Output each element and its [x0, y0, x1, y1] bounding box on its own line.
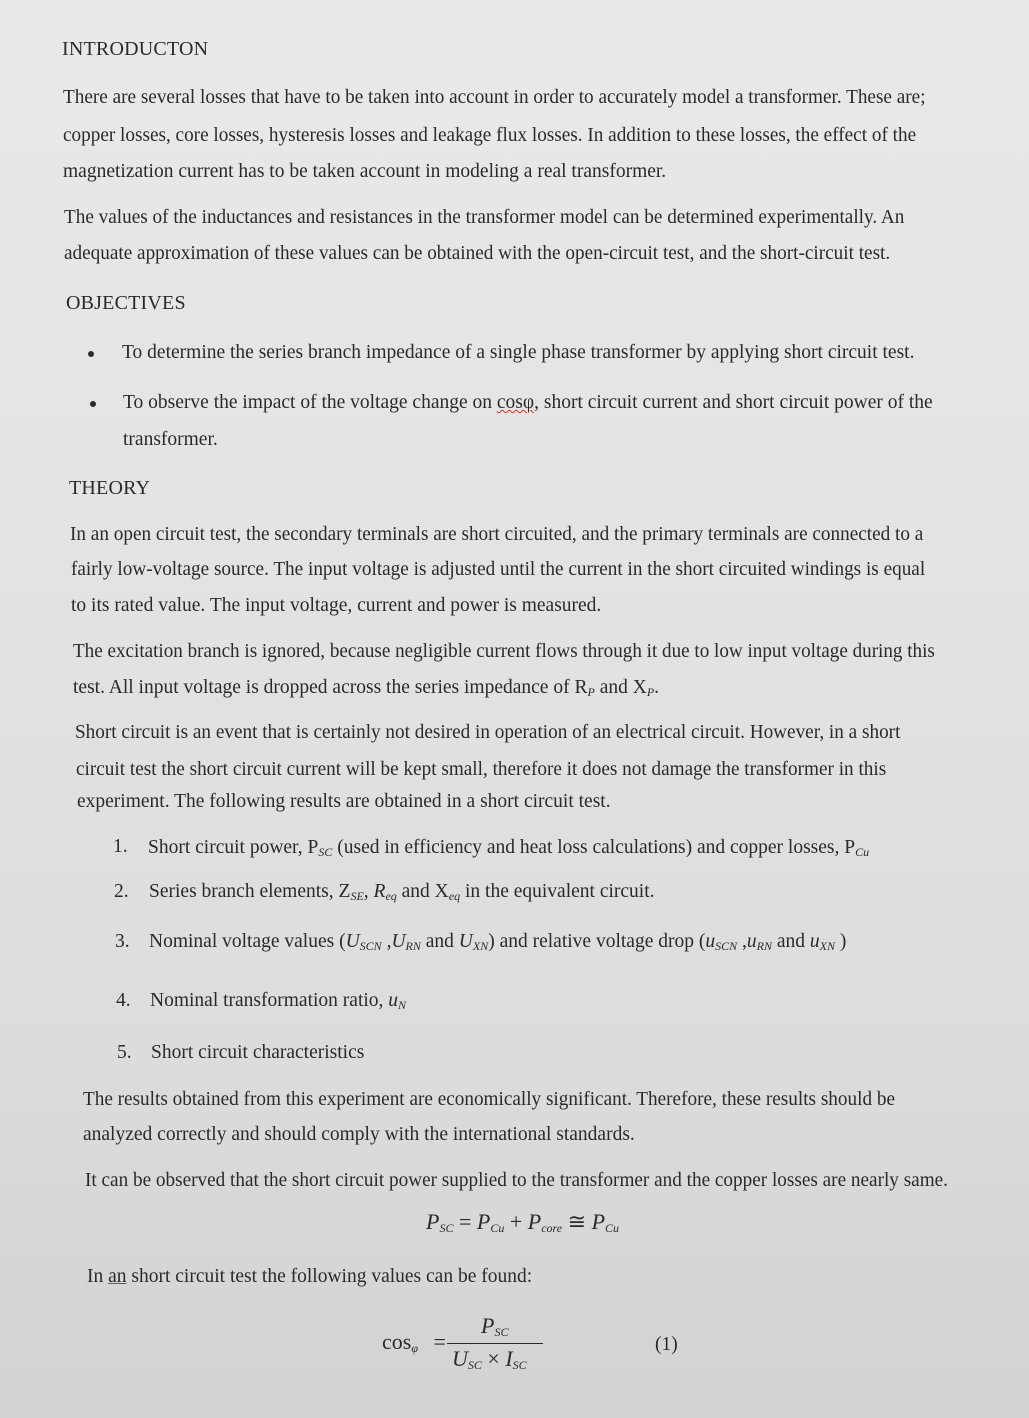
objective-2 — [123, 391, 933, 415]
heading-objectives: OBJECTIVES — [66, 292, 186, 314]
list-item-5: Short circuit characteristics — [151, 1042, 365, 1063]
list-item-3 — [149, 930, 846, 958]
symbol-u-lower: u — [705, 931, 716, 952]
list-item-1 — [148, 836, 869, 864]
list-item-2 — [149, 880, 655, 908]
symbol-p: P — [481, 1313, 495, 1338]
equation-psc — [426, 1209, 619, 1236]
subscript-eq: eq — [385, 889, 397, 903]
subscript-sc: SC — [318, 845, 333, 859]
list-item-2-number: 2. — [114, 881, 129, 902]
separator: , — [737, 931, 747, 952]
plus-sign: + — [504, 1209, 528, 1234]
closing-line-3: It can be observed that the short circuit power supplied to the transformer and the copper losses are nearly same. — [85, 1170, 948, 1191]
theory-line-3: to its rated value. The input voltage, current and power is measured. — [71, 595, 602, 616]
symbol-p: P — [527, 1209, 542, 1234]
subscript-n: N — [398, 998, 407, 1012]
theory-line-5-post: . — [654, 677, 660, 698]
symbol-u: U — [391, 931, 406, 952]
symbol-u-lower: u — [388, 990, 399, 1011]
subscript-rn: RN — [756, 939, 772, 953]
list-item-4-pre: Nominal transformation ratio, — [150, 990, 389, 1011]
equation-cosphi-lhs — [382, 1329, 446, 1356]
word-and: and — [771, 931, 810, 952]
list-item-4 — [150, 989, 406, 1017]
list-item-2-r: , R — [363, 881, 386, 902]
objective-1: To determine the series branch impedance of a single phase transformer by applying short circuit test. — [122, 342, 915, 363]
closing-line-4-post: short circuit test the following values can be found: — [126, 1266, 533, 1287]
equals-sign: = — [453, 1209, 477, 1234]
subscript-cu: Cu — [605, 1221, 620, 1235]
heading-theory: THEORY — [69, 477, 151, 499]
subscript-sc: SC — [512, 1358, 527, 1372]
list-item-2-pre: Series branch elements, Z — [149, 881, 351, 902]
subscript-scn: SCN — [715, 939, 738, 953]
symbol-u: U — [458, 931, 473, 952]
list-item-2-x: and X — [396, 881, 449, 902]
intro-line-2: copper losses, core losses, hysteresis losses and leakage flux losses. In addition to these losses, the effect of the — [63, 125, 917, 146]
objective-2-pre: To observe the impact of the voltage change on — [123, 392, 497, 413]
list-item-1-number: 1. — [113, 836, 128, 857]
symbol-p: P — [426, 1209, 440, 1234]
heading-introduction: INTRODUCTON — [62, 38, 209, 60]
subscript-cu: Cu — [855, 845, 870, 859]
theory-line-6: Short circuit is an event that is certainly not desired in operation of an electrical circuit. However, in a short — [75, 722, 901, 743]
theory-line-8: experiment. The following results are obtained in a short circuit test. — [77, 791, 611, 812]
symbol-u: U — [345, 931, 360, 952]
closing-line-1: The results obtained from this experiment are economically significant. Therefore, these results should be — [83, 1089, 895, 1110]
objective-2-cosphi: cosφ — [496, 392, 535, 413]
subscript-scn: SCN — [359, 939, 382, 953]
bullet-icon — [90, 401, 96, 407]
cos-label: cos — [382, 1329, 412, 1354]
theory-line-5-mid: and X — [594, 677, 647, 698]
fraction-denominator — [452, 1346, 527, 1373]
intro-line-5: adequate approximation of these values can be obtained with the open-circuit test, and the short-circuit test. — [64, 243, 891, 264]
intro-line-4: The values of the inductances and resistances in the transformer model can be determined experimentally. An — [64, 207, 905, 228]
closing-line-2: analyzed correctly and should comply with the international standards. — [83, 1124, 635, 1145]
intro-line-1: There are several losses that have to be taken into account in order to accurately model a transformer. These are; — [63, 87, 926, 108]
separator: , — [381, 931, 392, 952]
list-item-3-pre: Nominal voltage values ( — [149, 931, 346, 952]
theory-line-1: In an open circuit test, the secondary terminals are short circuited, and the primary terminals are connected to a — [70, 524, 924, 545]
intro-line-3: magnetization current has to be taken account in modeling a real transformer. — [63, 161, 667, 182]
list-item-2-post: in the equivalent circuit. — [460, 881, 655, 902]
fraction-bar — [447, 1343, 543, 1344]
subscript-xn: XN — [819, 939, 835, 953]
list-item-4-number: 4. — [116, 990, 131, 1011]
list-item-1-mid: (used in efficiency and heat loss calculations) and copper losses, P — [332, 837, 856, 858]
subscript-xn: XN — [472, 939, 489, 953]
subscript-sc: SC — [494, 1325, 509, 1339]
subscript-sc: SC — [467, 1358, 482, 1372]
theory-line-5-pre: test. All input voltage is dropped across the series impedance of R — [73, 677, 588, 698]
subscript-p: P — [646, 685, 655, 699]
bullet-icon — [88, 351, 94, 357]
subscript-core: core — [541, 1221, 563, 1235]
subscript-sc: SC — [439, 1221, 454, 1235]
symbol-p: P — [591, 1209, 606, 1234]
theory-line-4: The excitation branch is ignored, because negligible current flows through it due to low input voltage during this — [73, 641, 935, 662]
fraction-numerator — [481, 1313, 508, 1340]
list-item-5-number: 5. — [117, 1042, 132, 1063]
objective-2-line-2: transformer. — [123, 429, 218, 450]
subscript-p: P — [587, 685, 595, 699]
approx-sign: ≅ — [562, 1209, 592, 1234]
equation-number: (1) — [655, 1334, 678, 1355]
symbol-i: I — [505, 1346, 513, 1371]
subscript-rn: RN — [405, 939, 421, 953]
theory-line-7: circuit test the short circuit current will be kept small, therefore it does not damage the transformer in this — [76, 759, 887, 780]
subscript-se: SE — [350, 889, 364, 903]
subscript-cu: Cu — [490, 1221, 505, 1235]
closing-line-4-pre: In — [87, 1266, 109, 1287]
symbol-u: U — [452, 1346, 468, 1371]
list-item-1-pre: Short circuit power, P — [148, 837, 319, 858]
list-item-3-close: ) — [834, 931, 847, 952]
list-item-3-number: 3. — [115, 931, 130, 952]
list-item-3-mid: ) and relative voltage drop ( — [488, 931, 706, 952]
closing-line-4 — [87, 1265, 532, 1289]
objective-2-post: , short circuit current and short circuit power of the — [534, 392, 933, 413]
symbol-u-lower: u — [809, 931, 820, 952]
subscript-phi: φ — [411, 1341, 418, 1355]
theory-line-2: fairly low-voltage source. The input voltage is adjusted until the current in the short circuited windings is equal — [71, 559, 926, 580]
equals-sign: = — [433, 1329, 446, 1354]
word-and: and — [420, 931, 459, 952]
times-sign: × — [481, 1346, 506, 1371]
symbol-u-lower: u — [746, 931, 757, 952]
subscript-eq: eq — [448, 889, 461, 903]
symbol-p: P — [476, 1209, 491, 1234]
theory-line-5 — [73, 676, 659, 704]
closing-line-4-an: an — [108, 1266, 127, 1287]
